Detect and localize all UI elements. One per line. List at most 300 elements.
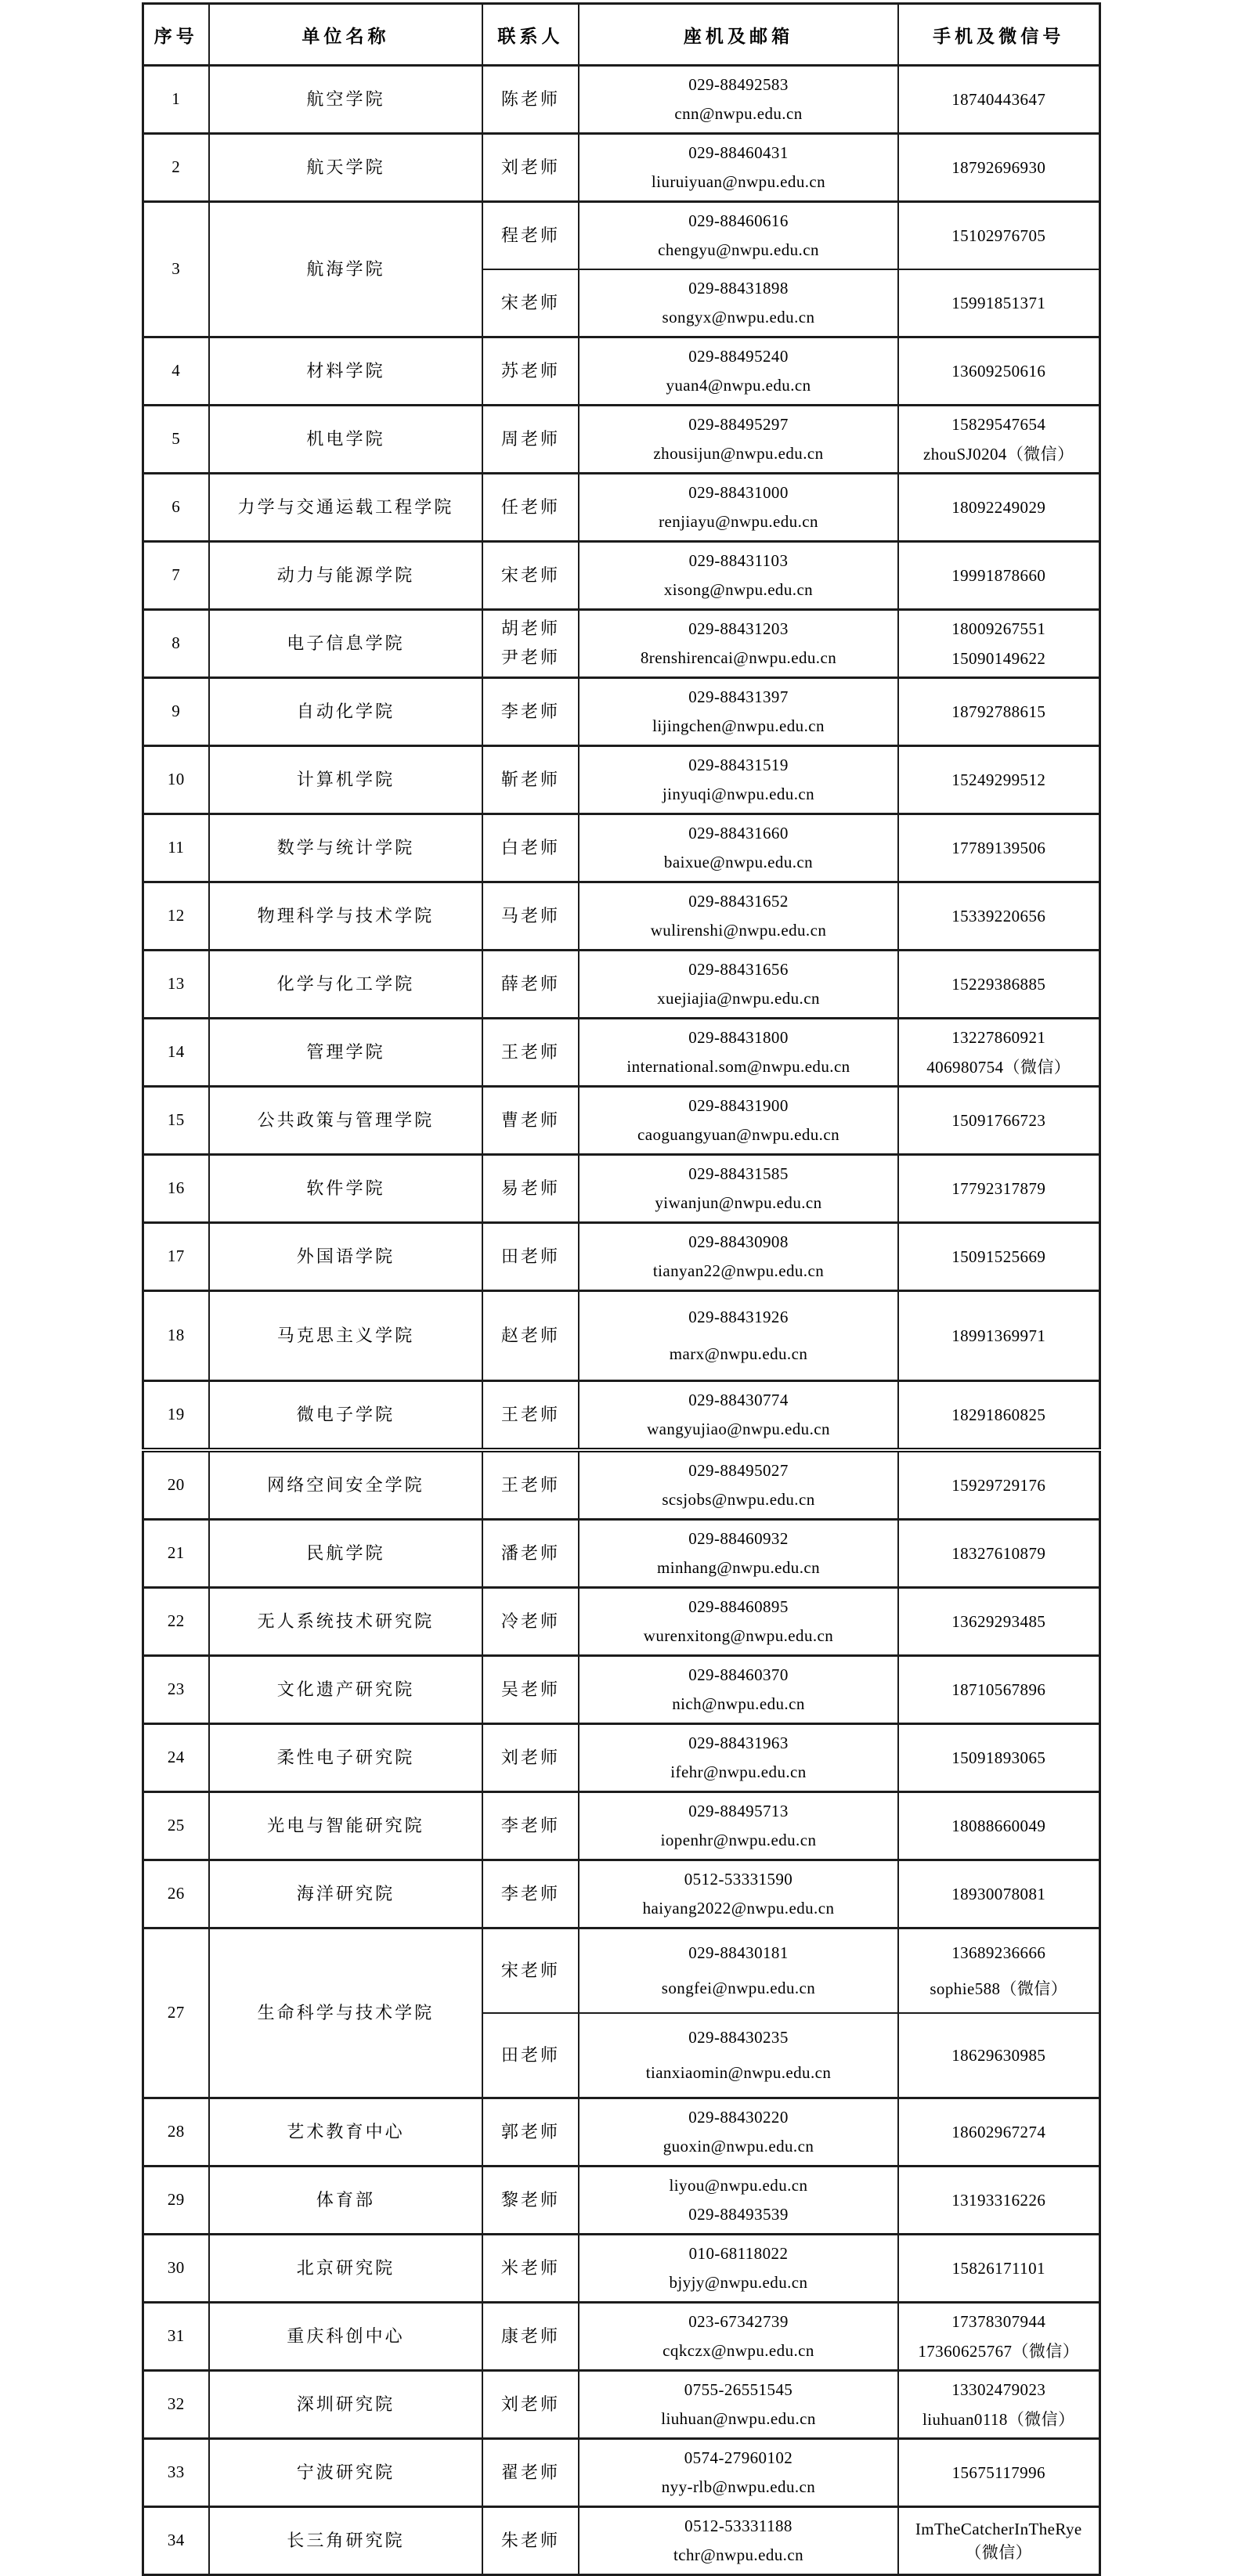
- mobile-wechat-line: 17792317879: [951, 1178, 1046, 1198]
- row-number: 3: [171, 259, 181, 279]
- phone-email-cell: [579, 1520, 898, 1588]
- phone-email-line: bjyjy@nwpu.edu.cn: [669, 2272, 808, 2292]
- contact-name-cell-content: [483, 1382, 578, 1448]
- phone-email-line: 029-88431397: [688, 687, 789, 706]
- mobile-wechat-cell-content: [899, 1657, 1099, 1723]
- contact-name: 程老师: [500, 225, 561, 245]
- phone-email-cell-content: [579, 815, 897, 881]
- contact-name: 翟老师: [500, 2462, 561, 2482]
- phone-email-line: songfei@nwpu.edu.cn: [661, 1978, 816, 1997]
- unit-name: 宁波研究院: [296, 2462, 395, 2482]
- table-row: [143, 202, 1099, 270]
- contact-name-cell: [482, 1860, 579, 1928]
- row-number-cell-content: [144, 1382, 209, 1448]
- unit-name: 力学与交通运载工程学院: [237, 496, 454, 517]
- unit-name-cell-content: [210, 2167, 482, 2233]
- mobile-wechat-cell: [898, 882, 1099, 951]
- mobile-wechat-line: 13689236666: [951, 1943, 1046, 1963]
- contact-name-cell: [482, 2439, 579, 2507]
- contact-name: 尹老师: [500, 648, 561, 668]
- contact-name-cell: [482, 1588, 579, 1656]
- table-row: [143, 1588, 1099, 1656]
- phone-email-cell: [579, 269, 898, 337]
- phone-email-cell: [579, 202, 898, 270]
- row-number-cell-content: [144, 611, 209, 676]
- mobile-wechat-line: 17378307944: [951, 2311, 1046, 2331]
- phone-email-cell-content: [579, 338, 897, 404]
- phone-email-line: lijingchen@nwpu.edu.cn: [652, 716, 825, 735]
- mobile-wechat-cell: [898, 1860, 1099, 1928]
- table-row: [143, 337, 1099, 406]
- phone-email-cell-content: [579, 1382, 897, 1448]
- contact-name-cell-content: [483, 1929, 578, 2012]
- unit-name: 光电与智能研究院: [267, 1815, 424, 1835]
- unit-name-cell: [209, 406, 482, 474]
- mobile-wechat-line: zhouSJ0204（微信）: [922, 444, 1074, 464]
- row-number-cell: [143, 610, 209, 678]
- mobile-wechat-cell: [898, 2167, 1099, 2235]
- row-number: 12: [167, 906, 185, 925]
- header-cell-contact: 联系人: [482, 4, 579, 66]
- row-number: 28: [167, 2122, 185, 2141]
- phone-email-line: 029-88460616: [688, 211, 789, 230]
- row-number: 8: [171, 633, 181, 653]
- unit-name-cell: [209, 474, 482, 542]
- phone-email-cell-content: [579, 951, 897, 1017]
- unit-name: 化学与化工学院: [276, 973, 415, 994]
- contact-name: 刘老师: [500, 157, 561, 177]
- mobile-wechat-cell: [898, 1928, 1099, 2014]
- mobile-wechat-cell: [898, 678, 1099, 746]
- phone-email-cell: [579, 542, 898, 610]
- contact-name-cell: [482, 269, 579, 337]
- row-number-cell-content: [144, 203, 209, 336]
- row-number-cell-content: [144, 67, 209, 132]
- table-row: [143, 1087, 1099, 1155]
- mobile-wechat-cell: [898, 406, 1099, 474]
- mobile-wechat-cell: [898, 951, 1099, 1019]
- row-number: 18: [167, 1326, 185, 1345]
- mobile-wechat-cell-content: [899, 474, 1099, 540]
- phone-email-cell-content: [579, 135, 897, 200]
- row-number-cell: [143, 337, 209, 406]
- mobile-wechat-cell-content: [899, 2235, 1099, 2301]
- contact-name: 苏老师: [500, 360, 561, 381]
- unit-name-cell: [209, 951, 482, 1019]
- phone-email-line: 029-88430220: [688, 2107, 789, 2127]
- phone-email-cell-content: [579, 1793, 897, 1859]
- unit-name: 数学与统计学院: [276, 837, 415, 857]
- unit-name-cell-content: [210, 1657, 482, 1723]
- contact-name-cell: [482, 2303, 579, 2371]
- unit-name-cell-content: [210, 2235, 482, 2301]
- mobile-wechat-line: 18930078081: [951, 1884, 1046, 1903]
- row-number: 24: [167, 1748, 185, 1767]
- contact-name-cell: [482, 202, 579, 270]
- mobile-wechat-cell: [898, 814, 1099, 882]
- row-number-cell: [143, 406, 209, 474]
- row-number-cell: [143, 542, 209, 610]
- mobile-wechat-line: 15090149622: [951, 648, 1046, 668]
- contact-name-cell-content: [483, 611, 578, 676]
- unit-name: 动力与能源学院: [276, 565, 415, 585]
- row-number: 5: [171, 429, 181, 449]
- phone-email-cell-content: [579, 2440, 897, 2506]
- unit-name-cell-content: [210, 883, 482, 949]
- table-row: [143, 2167, 1099, 2235]
- phone-email-cell: [579, 2013, 898, 2098]
- contact-name: 曹老师: [500, 1109, 561, 1130]
- row-number-cell: [143, 1724, 209, 1792]
- mobile-wechat-cell-content: [899, 203, 1099, 269]
- mobile-wechat-line: sophie588（微信）: [930, 1979, 1068, 1998]
- phone-email-cell: [579, 337, 898, 406]
- row-number: 31: [167, 2326, 185, 2346]
- unit-name-cell-content: [210, 203, 482, 336]
- contact-name-cell-content: [483, 2167, 578, 2233]
- table-row: [143, 1155, 1099, 1223]
- phone-email-cell-content: [579, 1861, 897, 1927]
- row-number-cell: [143, 1291, 209, 1381]
- contact-name-cell-content: [483, 1292, 578, 1380]
- contact-name: 王老师: [500, 1041, 561, 1062]
- phone-email-cell-content: [579, 1589, 897, 1654]
- row-number: 25: [167, 1816, 185, 1835]
- table-row: [143, 951, 1099, 1019]
- unit-name-cell: [209, 1860, 482, 1928]
- mobile-wechat-cell-content: [899, 2014, 1099, 2097]
- mobile-wechat-cell: [898, 2013, 1099, 2098]
- phone-email-cell-content: [579, 543, 897, 608]
- mobile-wechat-line: 13609250616: [951, 361, 1046, 381]
- mobile-wechat-line: ImTheCatcherInTheRye（微信）: [915, 2519, 1082, 2562]
- row-number: 2: [171, 157, 181, 177]
- unit-name-cell: [209, 1223, 482, 1291]
- unit-name-cell-content: [210, 1589, 482, 1654]
- row-number-cell-content: [144, 1452, 209, 1518]
- contact-name-cell: [482, 1087, 579, 1155]
- row-number: 29: [167, 2190, 185, 2210]
- phone-email-line: 029-88460431: [688, 143, 789, 162]
- contact-name-cell: [482, 1520, 579, 1588]
- phone-email-line: 029-88431963: [688, 1733, 789, 1752]
- phone-email-cell: [579, 474, 898, 542]
- unit-name-cell-content: [210, 1224, 482, 1290]
- mobile-wechat-cell-content: [899, 1224, 1099, 1290]
- row-number-cell: [143, 2235, 209, 2303]
- mobile-wechat-line: 15826171101: [951, 2258, 1045, 2278]
- row-number-cell: [143, 814, 209, 882]
- unit-name-cell-content: [210, 815, 482, 881]
- phone-email-line: liuruiyuan@nwpu.edu.cn: [651, 171, 826, 191]
- contact-name-cell-content: [483, 1725, 578, 1791]
- unit-name-cell: [209, 1155, 482, 1223]
- unit-name-cell: [209, 1520, 482, 1588]
- unit-name: 微电子学院: [296, 1404, 395, 1424]
- contact-name-cell: [482, 542, 579, 610]
- row-number-cell-content: [144, 338, 209, 404]
- mobile-wechat-cell-content: [899, 1292, 1099, 1380]
- phone-email-cell-content: [579, 883, 897, 949]
- contact-name-cell-content: [483, 1156, 578, 1221]
- table-row: [143, 678, 1099, 746]
- row-number-cell: [143, 2507, 209, 2575]
- contact-name-cell: [482, 610, 579, 678]
- unit-name: 海洋研究院: [296, 1883, 395, 1903]
- row-number: 26: [167, 1884, 185, 1903]
- unit-name-cell: [209, 2303, 482, 2371]
- unit-name-cell-content: [210, 747, 482, 813]
- phone-email-line: minhang@nwpu.edu.cn: [656, 1557, 821, 1577]
- phone-email-line: 029-88431103: [688, 550, 789, 570]
- mobile-wechat-line: 18991369971: [951, 1326, 1046, 1345]
- contact-name-cell: [482, 1792, 579, 1860]
- contact-name-cell-content: [483, 1088, 578, 1153]
- row-number: 32: [167, 2394, 185, 2414]
- unit-name-cell: [209, 202, 482, 337]
- row-number-cell-content: [144, 543, 209, 608]
- row-number-cell: [143, 2303, 209, 2371]
- unit-name-cell: [209, 1381, 482, 1451]
- unit-name-cell-content: [210, 135, 482, 200]
- mobile-wechat-cell: [898, 1792, 1099, 1860]
- contact-name: 陈老师: [500, 88, 561, 109]
- phone-email-line: yuan4@nwpu.edu.cn: [666, 375, 811, 395]
- row-number-cell: [143, 1087, 209, 1155]
- unit-name-cell-content: [210, 1861, 482, 1927]
- contact-name-cell-content: [483, 1452, 578, 1518]
- mobile-wechat-cell: [898, 1019, 1099, 1087]
- row-number-cell-content: [144, 883, 209, 949]
- unit-name: 马克思主义学院: [276, 1325, 415, 1345]
- phone-email-cell: [579, 1087, 898, 1155]
- row-number-cell: [143, 2098, 209, 2167]
- phone-email-cell: [579, 2235, 898, 2303]
- phone-email-line: 029-88431585: [688, 1164, 789, 1183]
- row-number: 1: [171, 89, 181, 109]
- unit-name-cell: [209, 337, 482, 406]
- row-number-cell-content: [144, 747, 209, 813]
- phone-email-line: 029-88495027: [688, 1460, 789, 1480]
- contact-name-cell-content: [483, 1793, 578, 1859]
- mobile-wechat-cell-content: [899, 2167, 1099, 2233]
- header-row: [143, 4, 1099, 66]
- header-cell-mobile-wechat: 手机及微信号: [898, 4, 1099, 66]
- contact-name-cell: [482, 134, 579, 202]
- phone-email-cell-content: [579, 1929, 897, 2012]
- mobile-wechat-line: 18602967274: [951, 2122, 1046, 2141]
- phone-email-cell: [579, 1291, 898, 1381]
- contact-name: 吴老师: [500, 1679, 561, 1699]
- table-row: [143, 2371, 1099, 2439]
- row-number: 11: [168, 838, 185, 857]
- row-number-cell-content: [144, 2372, 209, 2437]
- row-number: 15: [167, 1110, 185, 1130]
- contact-name-cell-content: [483, 1589, 578, 1654]
- contact-name-cell: [482, 746, 579, 814]
- phone-email-cell-content: [579, 1452, 897, 1518]
- mobile-wechat-cell: [898, 1155, 1099, 1223]
- phone-email-line: scsjobs@nwpu.edu.cn: [662, 1489, 815, 1509]
- phone-email-line: 029-88431203: [688, 619, 789, 638]
- mobile-wechat-cell-content: [899, 270, 1099, 336]
- row-number-cell: [143, 2439, 209, 2507]
- row-number-cell-content: [144, 1088, 209, 1153]
- contact-name: 郭老师: [500, 2121, 561, 2141]
- table-row: [143, 2098, 1099, 2167]
- contact-name-cell-content: [483, 815, 578, 881]
- row-number: 9: [171, 702, 181, 721]
- contact-name-cell: [482, 1155, 579, 1223]
- mobile-wechat-cell-content: [899, 679, 1099, 745]
- mobile-wechat-line: 17360625767（微信）: [918, 2341, 1080, 2361]
- phone-email-cell-content: [579, 1156, 897, 1221]
- phone-email-cell: [579, 1450, 898, 1520]
- row-number: 21: [167, 1543, 185, 1563]
- contact-name-cell: [482, 1223, 579, 1291]
- phone-email-cell-content: [579, 1292, 897, 1380]
- unit-name-cell-content: [210, 679, 482, 745]
- phone-email-cell-content: [579, 611, 897, 676]
- row-number-cell-content: [144, 406, 209, 472]
- contact-name-cell-content: [483, 1657, 578, 1723]
- unit-name-cell-content: [210, 1088, 482, 1153]
- row-number-cell: [143, 1792, 209, 1860]
- contact-name: 黎老师: [500, 2189, 561, 2210]
- contact-name-cell: [482, 337, 579, 406]
- phone-email-cell-content: [579, 1521, 897, 1586]
- row-number-cell-content: [144, 1861, 209, 1927]
- phone-email-cell-content: [579, 1657, 897, 1723]
- contact-name-cell-content: [483, 1861, 578, 1927]
- unit-name-cell: [209, 1087, 482, 1155]
- unit-name-cell: [209, 1656, 482, 1724]
- row-number-cell-content: [144, 1292, 209, 1380]
- unit-name-cell-content: [210, 1292, 482, 1380]
- phone-email-line: yiwanjun@nwpu.edu.cn: [655, 1192, 822, 1212]
- mobile-wechat-line: 18740443647: [951, 89, 1046, 109]
- row-number-cell-content: [144, 679, 209, 745]
- mobile-wechat-cell-content: [899, 1861, 1099, 1927]
- mobile-wechat-cell-content: [899, 1589, 1099, 1654]
- phone-email-line: tchr@nwpu.edu.cn: [673, 2545, 803, 2564]
- contact-name: 刘老师: [500, 1747, 561, 1767]
- row-number-cell: [143, 678, 209, 746]
- row-number-cell-content: [144, 135, 209, 200]
- mobile-wechat-cell-content: [899, 338, 1099, 404]
- unit-name-cell-content: [210, 2372, 482, 2437]
- mobile-wechat-cell-content: [899, 883, 1099, 949]
- contact-name: 田老师: [500, 1246, 561, 1266]
- phone-email-cell: [579, 2167, 898, 2235]
- row-number: 30: [167, 2258, 185, 2278]
- unit-name-cell: [209, 2371, 482, 2439]
- contact-name: 王老师: [500, 1404, 561, 1424]
- contact-name: 李老师: [500, 1815, 561, 1835]
- phone-email-cell: [579, 610, 898, 678]
- phone-email-cell-content: [579, 67, 897, 132]
- contact-name-cell: [482, 814, 579, 882]
- mobile-wechat-cell: [898, 1724, 1099, 1792]
- mobile-wechat-cell: [898, 1087, 1099, 1155]
- unit-name-cell: [209, 678, 482, 746]
- phone-email-cell-content: [579, 1224, 897, 1290]
- contact-name: 康老师: [500, 2325, 561, 2346]
- phone-email-line: tianxiaomin@nwpu.edu.cn: [645, 2062, 832, 2082]
- row-number-cell-content: [144, 2167, 209, 2233]
- phone-email-cell-content: [579, 747, 897, 813]
- row-number-cell: [143, 1928, 209, 2098]
- mobile-wechat-cell-content: [899, 1156, 1099, 1221]
- mobile-wechat-line: 18291860825: [951, 1405, 1046, 1424]
- table-row: [143, 1656, 1099, 1724]
- phone-email-line: 029-88495297: [688, 414, 789, 434]
- phone-email-line: jinyuqi@nwpu.edu.cn: [662, 784, 815, 803]
- row-number-cell-content: [144, 2508, 209, 2574]
- mobile-wechat-cell-content: [899, 951, 1099, 1017]
- mobile-wechat-cell-content: [899, 1929, 1099, 2012]
- phone-email-line: 029-88431800: [688, 1027, 789, 1047]
- mobile-wechat-cell-content: [899, 2099, 1099, 2165]
- table-header: [143, 4, 1099, 66]
- contact-name-cell: [482, 882, 579, 951]
- mobile-wechat-cell: [898, 202, 1099, 270]
- contact-name: 王老师: [500, 1474, 561, 1495]
- row-number-cell: [143, 1019, 209, 1087]
- table-row: [143, 1724, 1099, 1792]
- contact-name-cell: [482, 1381, 579, 1451]
- row-number-cell: [143, 202, 209, 337]
- contact-name: 刘老师: [500, 2394, 561, 2414]
- mobile-wechat-line: 15829547654: [951, 414, 1046, 434]
- phone-email-cell: [579, 1860, 898, 1928]
- unit-name-cell-content: [210, 2440, 482, 2506]
- unit-name-cell: [209, 66, 482, 134]
- row-number: 7: [171, 565, 181, 585]
- contact-name-cell-content: [483, 1019, 578, 1085]
- phone-email-line: 029-88431660: [688, 823, 789, 842]
- unit-name: 外国语学院: [296, 1246, 395, 1266]
- phone-email-line: 029-88430181: [688, 1943, 789, 1963]
- phone-email-line: 029-88431926: [688, 1308, 789, 1327]
- phone-email-line: 029-88495240: [688, 346, 789, 366]
- phone-email-cell: [579, 2303, 898, 2371]
- unit-name: 艺术教育中心: [287, 2121, 405, 2141]
- contact-name-cell: [482, 951, 579, 1019]
- row-number-cell-content: [144, 1929, 209, 2097]
- phone-email-cell: [579, 1792, 898, 1860]
- row-number-cell: [143, 1520, 209, 1588]
- contact-name-cell: [482, 474, 579, 542]
- row-number: 20: [167, 1475, 185, 1495]
- mobile-wechat-cell: [898, 746, 1099, 814]
- contact-name: 易老师: [500, 1178, 561, 1198]
- mobile-wechat-cell-content: [899, 1382, 1099, 1448]
- contact-name: 任老师: [500, 496, 561, 517]
- phone-email-line: nyy-rlb@nwpu.edu.cn: [661, 2477, 816, 2496]
- phone-email-line: 0512-53331590: [684, 1869, 793, 1889]
- unit-name: 深圳研究院: [296, 2394, 395, 2414]
- mobile-wechat-cell: [898, 2303, 1099, 2371]
- phone-email-cell-content: [579, 679, 897, 745]
- mobile-wechat-line: 15102976705: [951, 225, 1046, 245]
- phone-email-cell-content: [579, 2167, 897, 2233]
- table-row: [143, 1291, 1099, 1381]
- row-number-cell-content: [144, 1793, 209, 1859]
- phone-email-cell-content: [579, 203, 897, 269]
- unit-name-cell-content: [210, 406, 482, 472]
- phone-email-line: zhousijun@nwpu.edu.cn: [653, 443, 824, 463]
